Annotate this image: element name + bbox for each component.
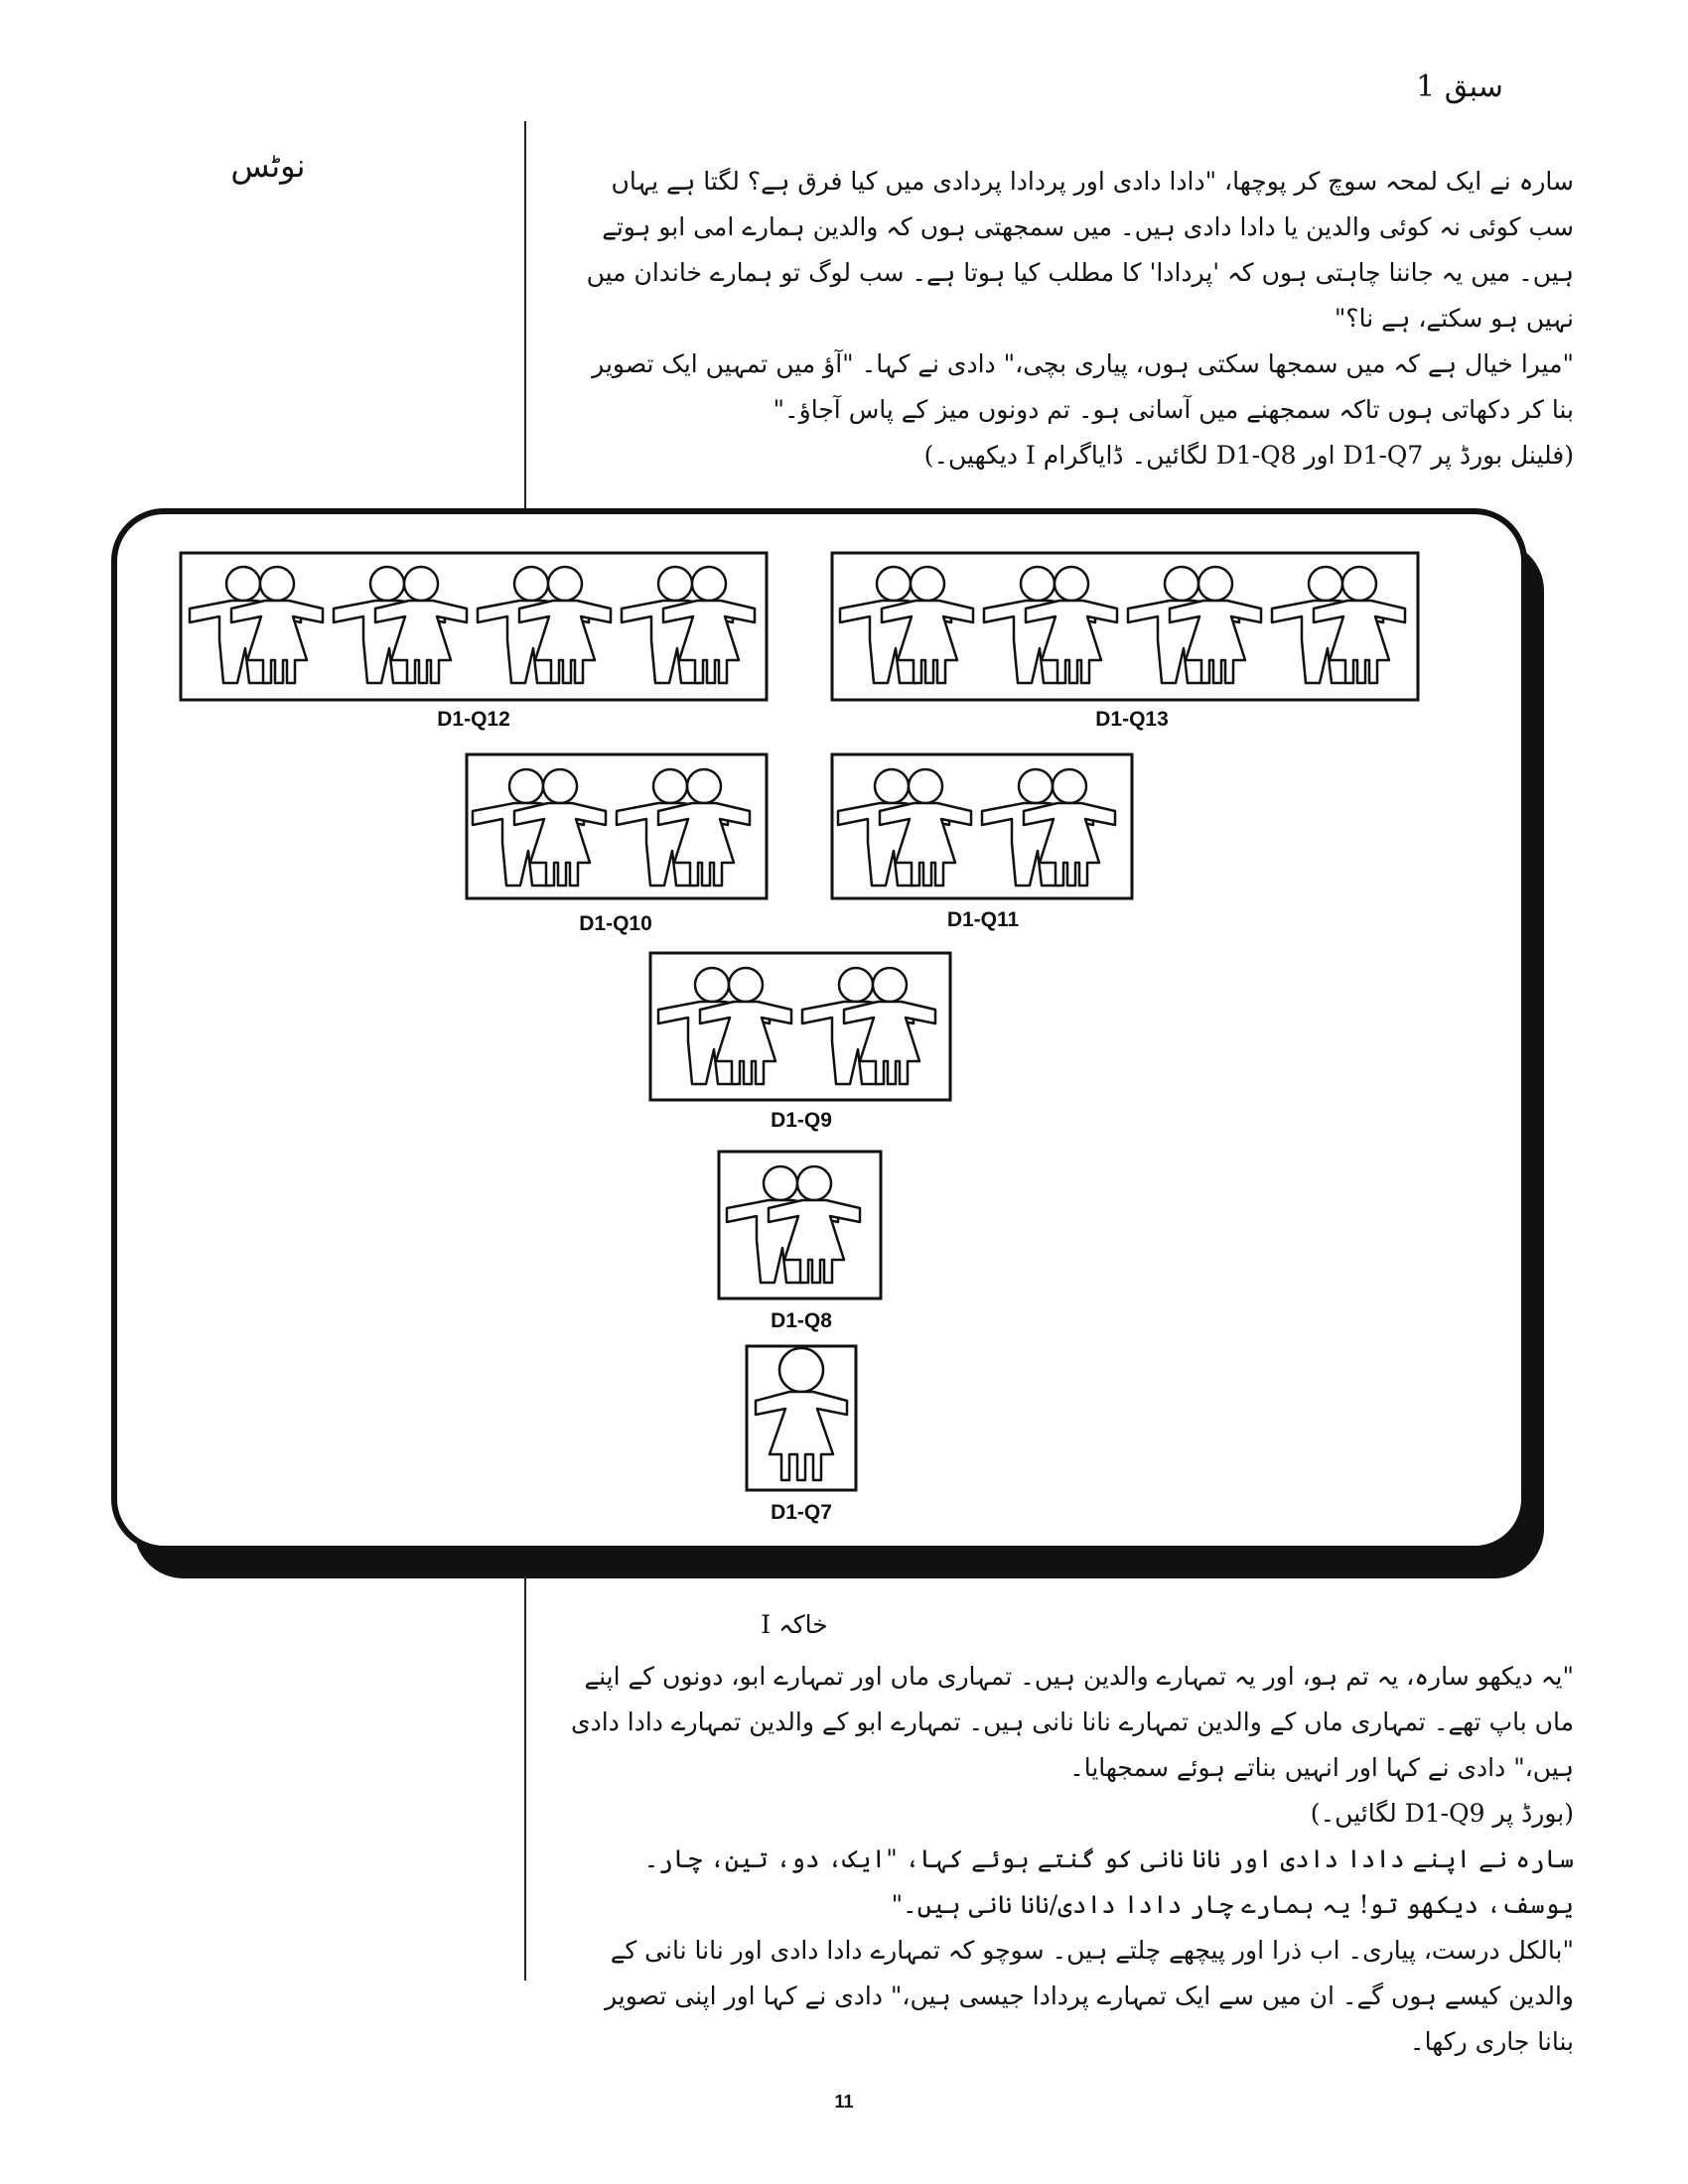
paragraph: سارہ نے ایک لمحہ سوچ کر پوچھا، "دادا دادی اور پردادا پردادی میں کیا فرق ہے؟ لگتا ہے یہاں سب کوئی نہ کوئی والدین یا دادا دادی ہیں۔ میں سمجھتی ہوں کہ والدین ہمارے امی ابو ہوتے ہیں۔ میں یہ جاننا چاہتی ہوں کہ 'پردادا' کا مطلب کیا ہوتا ہے۔ سب لوگ تو ہمارے خاندان میں نہیں ہو سکتے، ہے نا؟": [586, 167, 1574, 333]
paragraph: "میرا خیال ہے کہ میں سمجھا سکتی ہوں، پیاری بچی،" دادی نے کہا۔ "آؤ میں تمہیں ایک تصویر بنا کر دکھاتی ہوں تاکہ سمجھنے میں آسانی ہو۔ تم دونوں میز کے پاس آجاؤ۔": [592, 349, 1574, 424]
column-divider-top: [524, 121, 526, 510]
paragraph: "یہ دیکھو سارہ، یہ تم ہو، اور یہ تمہارے والدین ہیں۔ تمہاری ماں اور تمہارے ابو، دونوں کے اپنے ماں باپ تھے۔ تمہاری ماں کے والدین تمہارے نانا نانی ہیں۔ تمہارے ابو کے والدین تمہارے دادا دادی ہیں،" دادی نے کہا اور انہیں بناتے ہوئے سمجھایا۔: [571, 1662, 1574, 1782]
family-diagram: [0, 501, 1688, 1583]
column-divider-bottom: [524, 1576, 526, 1980]
box-label: D1-Q12: [437, 708, 510, 731]
diagram-caption: خاکہ I: [761, 1610, 828, 1639]
paragraph: (بورڈ پر D1-Q9 لگائیں۔): [1310, 1799, 1574, 1828]
box-label: D1-Q11: [946, 908, 1020, 931]
lesson-number: سبق 1: [1416, 69, 1503, 104]
paragraph: سارہ نے اپنے دادا دادی اور نانا نانی کو گنتے ہوئے کہا، "ایک، دو، تین، چار۔ یوسف، دیکھو تو! یہ ہمارے چار دادا دادی/نانا نانی ہیں۔": [643, 1844, 1574, 1919]
box-label: D1-Q9: [771, 1109, 832, 1132]
paragraph: "بالکل درست، پیاری۔ اب ذرا اور پیچھے چلتے ہیں۔ سوچو کہ تمہارے دادا دادی اور نانا نانی کے والدین کیسے ہوں گے۔ ان میں سے ایک تمہارے پردادا جیسی ہیں،" دادی نے کہا اور اپنی تصویر بنانا جاری رکھا۔: [605, 1936, 1574, 2056]
paragraph: (فلینل بورڈ پر D1-Q7 اور D1-Q8 لگائیں۔ ڈایاگرام I دیکھیں۔): [923, 441, 1574, 470]
bottom-text-block: [571, 1654, 1574, 2065]
box-label: D1-Q7: [771, 1501, 832, 1524]
top-text-block: [571, 159, 1574, 478]
page-number: 11: [834, 2092, 854, 2112]
notes-label: نوٹس: [230, 147, 306, 185]
box-label: D1-Q8: [771, 1309, 832, 1332]
box-label: D1-Q13: [1095, 708, 1169, 731]
box-label: D1-Q10: [579, 912, 652, 935]
